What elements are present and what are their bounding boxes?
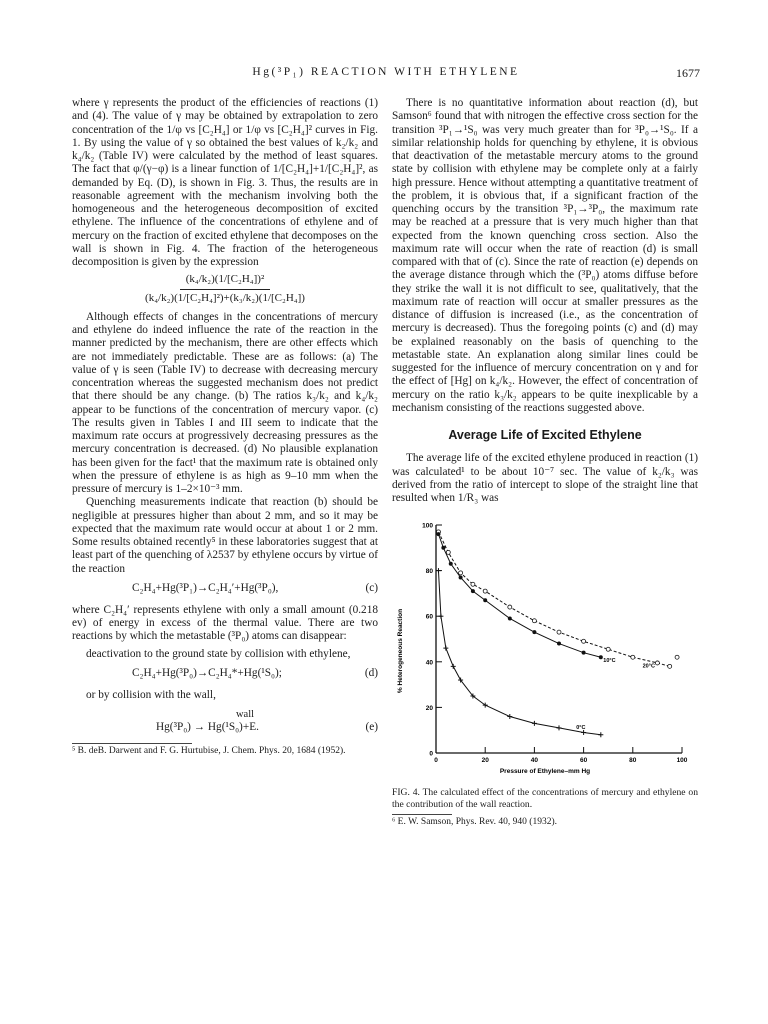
y-tick-label: 0 — [429, 750, 433, 758]
data-point — [631, 655, 635, 659]
right-column — [392, 97, 698, 828]
data-point — [668, 665, 672, 669]
equation-label: (c) — [365, 581, 378, 594]
equation-label: (d) — [364, 666, 378, 679]
y-tick-label: 60 — [425, 613, 433, 621]
x-tick-label: 100 — [676, 757, 688, 765]
series-20C — [436, 530, 671, 670]
figure-caption: FIG. 4. The calculated effect of the concentrations of mercury and ethylene on the contribution of the wall reaction. — [392, 787, 698, 810]
y-tick-label: 100 — [422, 522, 433, 530]
data-point — [483, 589, 487, 593]
data-point — [459, 576, 463, 580]
footnote — [392, 814, 557, 828]
y-axis-label: % Heterogeneous Reaction — [397, 609, 404, 694]
data-point — [441, 546, 445, 550]
chart-ticks — [422, 523, 688, 765]
paragraph: Quenching measurements indicate that reaction (b) should be negligible at pressures higher than about 2 mm, and so it may be expected that the maximum rate would occur at about 1 or 2 mm. Some results obtained recently⁵ in these laboratories suggest that at least part of the quenching of λ2537 by ethylene occurs by virtue of the reaction — [72, 496, 379, 575]
series-line — [438, 532, 669, 667]
data-point — [449, 562, 453, 566]
data-point — [582, 651, 586, 655]
x-tick-label: 20 — [481, 757, 489, 765]
footnote-text: ⁶ E. W. Samson, Phys. Rev. 40, 940 (1932). — [392, 817, 557, 828]
paragraph: The average life of the excited ethylene produced in reaction (1) was calculated¹ to be about 10⁻⁷ sec. The value of k₂/k₃ was derived from the ratio of intercept to slope of the straight line that resulted when 1/R₃ was — [392, 452, 698, 504]
section-heading: Average Life of Excited Ethylene — [448, 428, 642, 442]
y-tick-label: 80 — [425, 568, 433, 576]
paragraph: deactivation to the ground state by collision with ethylene, — [86, 647, 351, 660]
chart-series — [436, 530, 679, 737]
data-point — [471, 589, 475, 593]
data-point — [655, 661, 659, 665]
equation-c — [72, 582, 378, 598]
y-tick-label: 40 — [425, 659, 433, 667]
data-point — [582, 640, 586, 644]
fraction-numerator: (k₄/k₂)(1/[C₂H₄])² — [180, 273, 271, 289]
x-tick-label: 60 — [579, 757, 588, 765]
x-tick-label: 40 — [530, 757, 539, 765]
data-point — [675, 655, 679, 659]
x-tick-label: 0 — [434, 757, 438, 765]
equation-expression: C₂H₄+Hg(³P₀)→C₂H₄*+Hg(¹S₀); — [132, 666, 282, 679]
series-10C — [436, 532, 615, 664]
equation-e — [72, 721, 378, 737]
data-point — [436, 532, 440, 536]
equation-d — [72, 667, 378, 683]
chart-axes — [436, 525, 682, 753]
data-point — [508, 605, 512, 609]
paragraph: There is no quantitative information about reaction (d), but Samson⁶ found that with nitrogen the effective cross section for the transition ³P₁→¹S₀ was very much greater than for ³P₀→¹S₀. If a similar relationship holds for quenching by ethylene, it is obvious that deactivation of the metastable mercury atoms to the ground state by collision with ethylene may be complete only at a fairly high pressure. Hence without attempting a quantitative treatment of the problem, it is obvious that, if a significant fraction of the quenching occurs by the transition ³P₁→³P₀, the maximum rate may be reached at a pressure that is very much higher than that expected from the known quenching cross section. Also the maximum rate will occur when the rate of reaction (d) is small compared with that of (c). Since the rate of reaction (e) depends on the average distance through which the (³P₀) atoms diffuse before they strike the wall it is not difficult to see, qualitatively, that the maximum rate of reaction will occur at smaller pressures as the distance of diffusion is increased (i.e., as the concentration of mercury is decreased). Thus the foregoing points (c) and (d) may be explained reasonably on the basis of quenching to the metastable state. An explanation along similar lines could be suggested for the influence of mercury concentration on γ and for the effect of [Hg] on k₄/k₂. However, the effect of concentration of mercury on the ratio k₃/k₂ appears to be quite inexplicable by a mechanism consisting of the reactions suggested above. — [392, 97, 698, 414]
data-point — [532, 630, 536, 634]
running-header — [72, 66, 700, 84]
equation-expression: C₂H₄+Hg(³P₁)→C₂H₄′+Hg(³P₀), — [132, 581, 279, 594]
paragraph: Although effects of changes in the concentrations of mercury and ethylene do indeed influence the rate of the reaction in the manner predicted by the mechanism, there are other effects which are not immediately predictable. These are as follows: (a) The value of γ is seen (Table IV) to decrease with decreasing mercury concentration whereas the suggested mechanism does not predict that there should be any change. (b) The ratios k₃/k₂ and k₄/k₂ appear to be functions of the concentration of mercury vapor. (c) The results given in Tables I and III seem to indicate that the maximum rate occurs at progressively decreasing pressures as the mercury concentration is decreased. (d) No plausible explanation has been given for the fact¹ that the maximum rate is obtained only when the pressure of ethylene is as high as 9–10 mm when the pressure of mercury is 1–2×10⁻³ mm. — [72, 310, 378, 495]
series-label: 10°C — [603, 658, 616, 665]
paragraph: where γ represents the product of the efficiencies of reactions (1) and (4). The value of γ may be obtained by extrapolation to zero concentration of the 1/φ vs [C₂H₄] or 1/φ vs [C₂H₄]² curves in Fig. 1. By using the value of γ so obtained the best values of k₂/k₂ and k₄/k₂ (Table IV) were calculated by the method of least squares. The fact that φ/(γ−φ) is a linear function of 1/[C₂H₄]+1/[C₂H₄]², as demanded by Eq. (D), is shown in Fig. 3. Thus, the results are in reasonable agreement with the mechanism involving both the homogeneous and the heterogeneous decomposition of excited ethylene. The influence of the concentrations of ethylene and of mercury on the fraction of excited ethylene that decomposes on the wall is shown in Fig. 4. The fraction of the heterogeneous decomposition is given by the expression — [72, 97, 378, 268]
data-point — [532, 619, 536, 623]
equation-label: (e) — [365, 721, 378, 734]
data-point — [606, 648, 610, 652]
x-tick-label: 80 — [629, 757, 637, 765]
fraction-expression — [72, 273, 378, 305]
y-tick-label: 20 — [425, 705, 433, 713]
paragraph: or by collision with the wall, — [86, 688, 216, 701]
page-number: 1677 — [676, 66, 700, 80]
data-point — [599, 655, 603, 659]
series-label: 20°C — [642, 663, 655, 670]
fraction-denominator: (k₄/k₂)(1/[C₂H₄]²)+(k₃/k₂)(1/[C₂H₄]) — [145, 291, 305, 304]
data-point — [557, 630, 561, 634]
figure-4-chart — [392, 515, 698, 783]
equation-e-arrow-label: wall — [235, 709, 255, 720]
x-axis-label: Pressure of Ethylene–mm Hg — [499, 768, 591, 776]
left-column — [72, 97, 378, 757]
paragraph: where C₂H₄′ represents ethylene with only a small amount (0.218 ev) of energy in excess of the thermal value. There are two reactions by which the metastable (³P₀) atoms can disappear: — [72, 603, 378, 643]
footnote-text: ⁵ B. deB. Darwent and F. G. Hurtubise, J. Chem. Phys. 20, 1684 (1952). — [72, 746, 346, 757]
equation-expression: Hg(³P₀) → Hg(¹S₀)+E. — [156, 721, 259, 734]
footnote — [72, 743, 346, 757]
series-0C — [436, 568, 603, 737]
running-title: Hg(³P₁) REACTION WITH ETHYLENE — [252, 66, 520, 78]
data-point — [459, 571, 463, 575]
series-label: 0°C — [576, 725, 586, 732]
series-line — [438, 571, 600, 735]
data-point — [446, 551, 450, 555]
data-point — [557, 642, 561, 646]
data-point — [483, 598, 487, 602]
data-point — [508, 617, 512, 621]
data-point — [471, 583, 475, 587]
